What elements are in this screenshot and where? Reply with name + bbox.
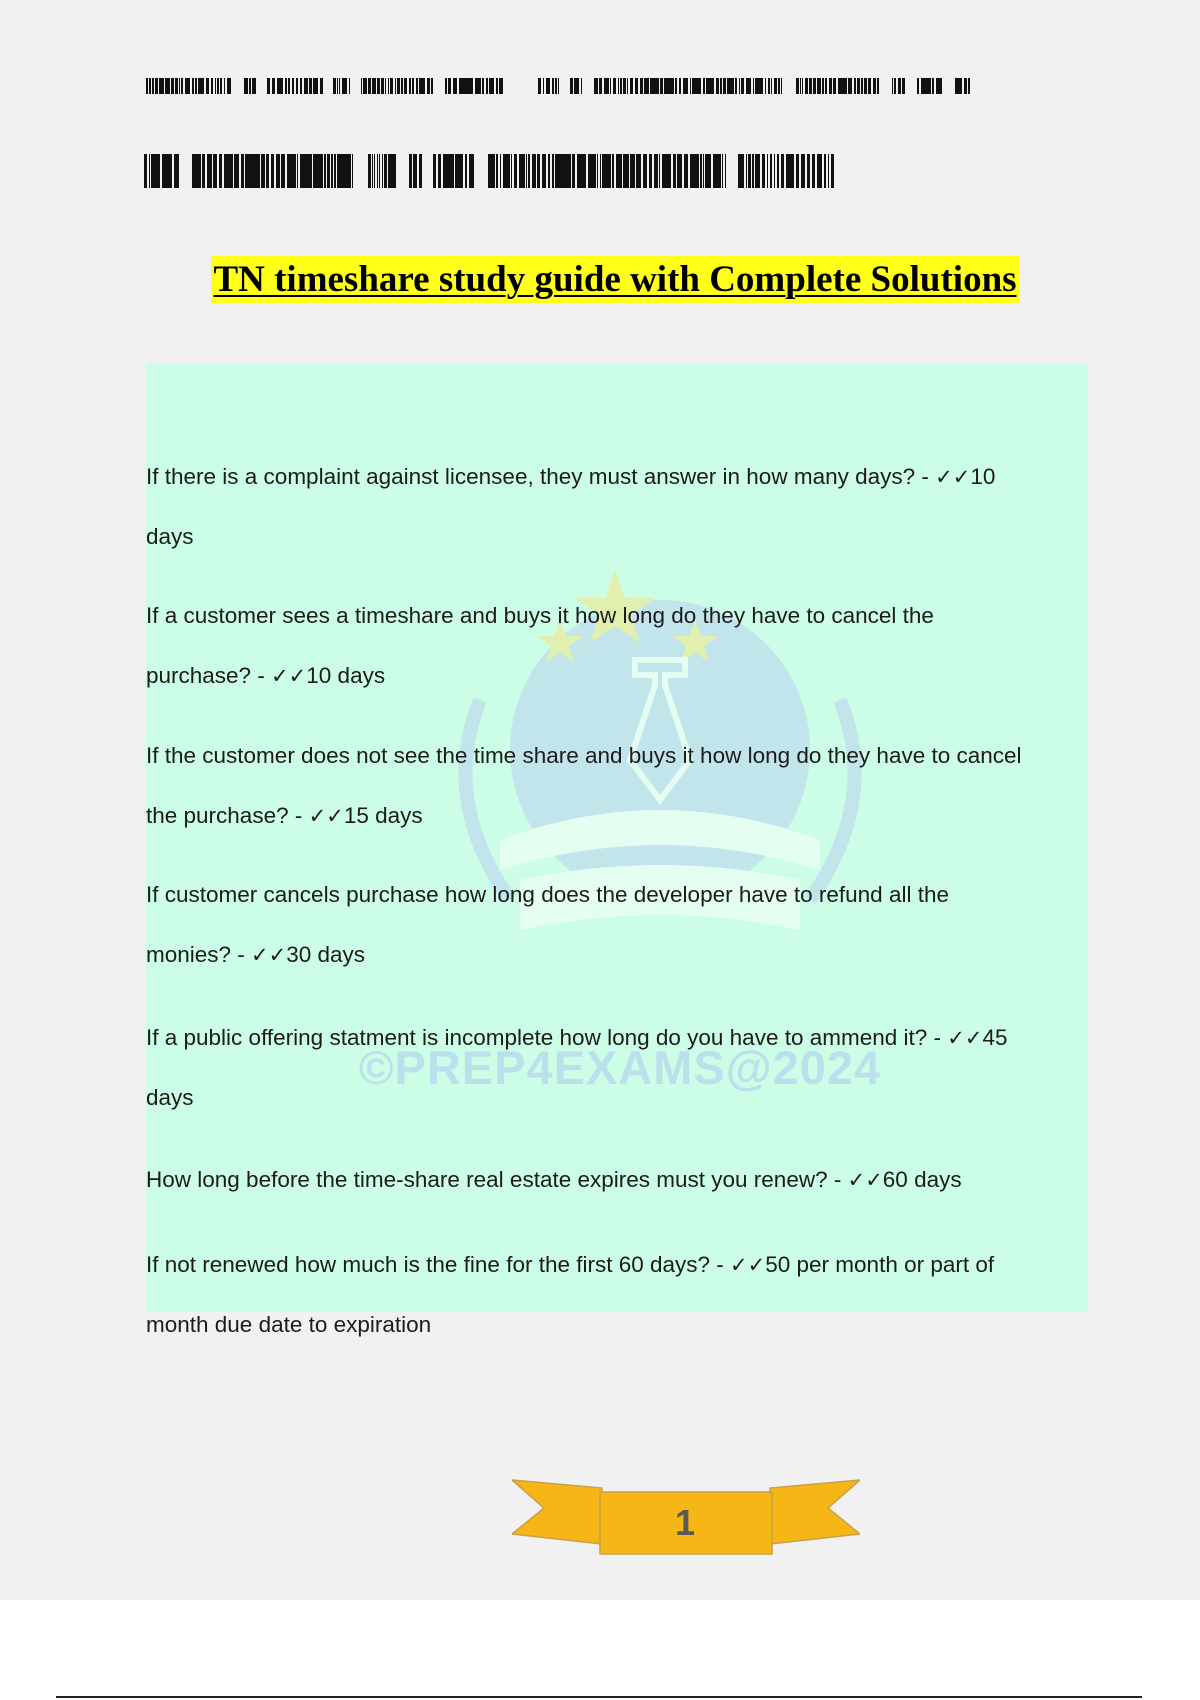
qa-item-1: [146, 447, 1090, 567]
question-text: If not renewed how much is the fine for the first 60 days? -: [146, 1252, 731, 1277]
answer-text: 30 days: [286, 942, 366, 967]
answer-text: days: [146, 1085, 194, 1110]
answer-text: 10: [970, 464, 996, 489]
question-text: purchase? -: [146, 663, 272, 688]
qa-item-2: [146, 586, 1090, 706]
check-icon: ✓✓: [308, 804, 344, 828]
answer-text: 10 days: [306, 663, 386, 688]
question-text: If the customer does not see the time share and buys it how long do they have to cancel: [146, 743, 1022, 768]
qa-item-7: [146, 1235, 1090, 1355]
answer-text: 60 days: [882, 1167, 962, 1192]
answer-text: month due date to expiration: [146, 1312, 432, 1337]
university-barcode: [144, 154, 838, 200]
document-title: TN timeshare study guide with Complete Solutions: [211, 256, 1018, 303]
check-icon: ✓✓: [251, 943, 287, 967]
check-icon: ✓✓: [847, 1168, 883, 1192]
question-text: If a customer sees a timeshare and buys it how long do they have to cancel the: [146, 603, 934, 628]
watermark-text: ©PREP4EXAMS@2024: [358, 1041, 882, 1094]
check-icon: ✓✓: [947, 1026, 983, 1050]
question-text: If there is a complaint against licensee, they must answer in how many days? -: [146, 464, 936, 489]
qa-item-3: [146, 726, 1090, 846]
answer-text: 15 days: [343, 803, 423, 828]
answer-text: 50 per month or part of: [765, 1252, 995, 1277]
question-text: If customer cancels purchase how long does the developer have to refund all the: [146, 882, 949, 907]
answer-text: days: [146, 524, 194, 549]
bottom-divider: [56, 1696, 1142, 1698]
page-number: 1: [674, 1502, 696, 1543]
check-icon: ✓✓: [271, 664, 307, 688]
question-text: If a public offering statment is incomplete how long do you have to ammend it? -: [146, 1025, 948, 1050]
check-icon: ✓✓: [935, 465, 971, 489]
header-barcode: [146, 78, 970, 102]
question-text: How long before the time-share real estate expires must you renew? -: [146, 1167, 848, 1192]
qa-item-6: [146, 1150, 1090, 1210]
question-text: monies? -: [146, 942, 252, 967]
answer-text: 45: [982, 1025, 1008, 1050]
check-icon: ✓✓: [730, 1253, 766, 1277]
question-text: the purchase? -: [146, 803, 309, 828]
qa-item-5: [146, 1008, 1090, 1128]
qa-item-4: [146, 865, 1090, 985]
